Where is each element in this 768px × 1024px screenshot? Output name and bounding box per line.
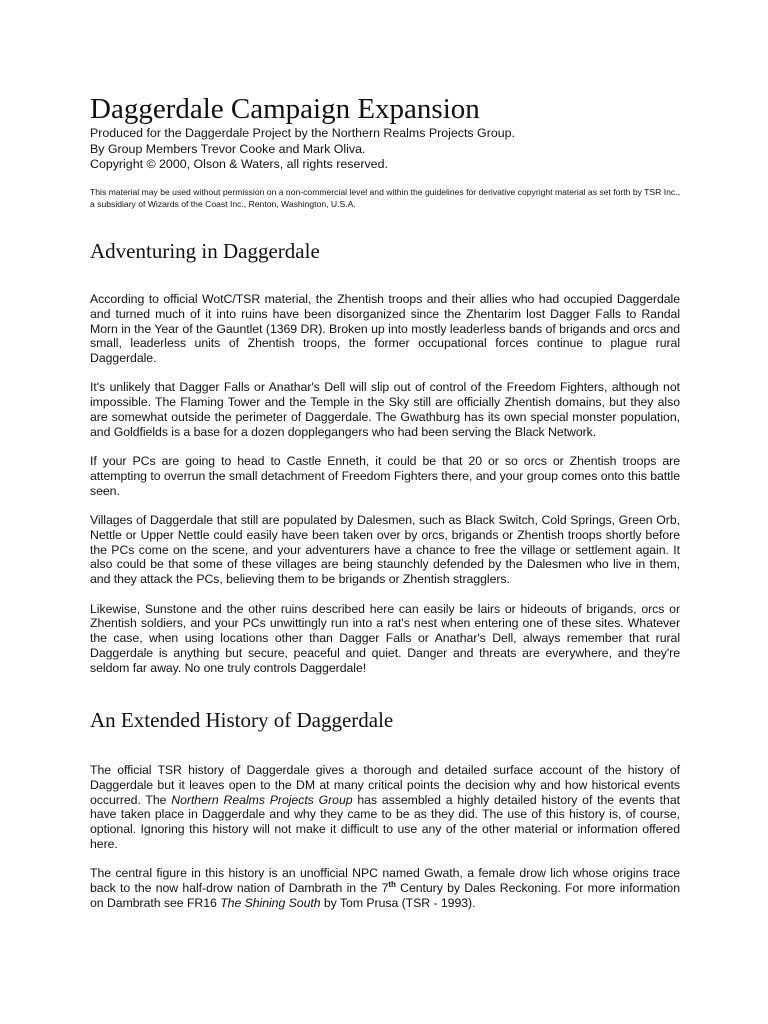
text-run: Century by Dales Reckoning. For more information on Dambrath see FR16	[90, 881, 680, 910]
paragraph: According to official WotC/TSR material, the Zhentish troops and their allies who had occupied Daggerdale and turned much of it into ruins have been disorganized since the Zhentarim lost Dagger Falls to Randal Morn in the Year of the Gauntlet (1369 DR). Broken up into mostly leaderless bands of brigands and orcs and small, leaderless units of Zhentish troops, the former occupational forces continue to plague rural Daggerdale.	[90, 292, 680, 366]
text-run: The official TSR history of Daggerdale gives a thorough and detailed surface account of the history of Daggerdale but it leaves open to the DM at many critical points the decision why and how historical events occurred. The	[90, 763, 680, 807]
paragraph: Likewise, Sunstone and the other ruins described here can easily be lairs or hideouts of brigands, orcs or Zhentish soldiers, and your PCs unwittingly run into a rat's nest when entering one of these sites. Whatever the case, when using locations other than Dagger Falls or Anathar's Dell, always remember that rural Daggerdale is anything but secure, peaceful and quiet. Danger and threats are everywhere, and they're seldom far away. No one truly controls Daggerdale!	[90, 601, 680, 675]
section-heading-adventuring: Adventuring in Daggerdale	[90, 239, 320, 263]
paragraph	[90, 763, 680, 852]
text-run: has assembled a highly detailed history of the events that have taken place in Daggerdale and why they came to be as they did. The use of this history is, of course, optional. Ignoring this history will not make it difficult to use any of the other material or information offered here.	[90, 792, 680, 851]
document-title: Daggerdale Campaign Expansion	[90, 93, 480, 125]
produced-line: Produced for the Daggerdale Project by the Northern Realms Projects Group.	[90, 126, 515, 140]
paragraph	[90, 866, 680, 910]
section-body-adventuring	[90, 292, 680, 690]
ordinal-suffix: th	[388, 879, 396, 889]
italic-group-name: Northern Realms Projects Group	[171, 792, 353, 807]
copyright-notice: This material may be used without permission on a non-commercial level and within the guidelines for derivative copyright material as set forth by TSR Inc., a subsidiary of Wizards of the Coast Inc., Renton, Washington, U.S.A.	[90, 187, 680, 209]
italic-book-title: The Shining South	[220, 895, 321, 910]
credits-block	[90, 126, 515, 173]
paragraph: If your PCs are going to head to Castle Enneth, it could be that 20 or so orcs or Zhentish troops are attempting to overrun the small detachment of Freedom Fighters there, and your group comes onto this battle seen.	[90, 454, 680, 498]
paragraph: It's unlikely that Dagger Falls or Anathar's Dell will slip out of control of the Freedom Fighters, although not impossible. The Flaming Tower and the Temple in the Sky still are officially Zhentish domains, but they also are somewhat outside the perimeter of Daggerdale. The Gwathburg has its own special monster population, and Goldfields is a base for a dozen dopplegangers who had been serving the Black Network.	[90, 380, 680, 439]
text-run: by Tom Prusa (TSR - 1993).	[320, 895, 476, 910]
section-heading-history: An Extended History of Daggerdale	[90, 708, 394, 732]
text-run: The central figure in this history is an unofficial NPC named Gwath, a female drow lich whose origins trace back to the now half-drow nation of Dambrath in the 7	[90, 866, 680, 896]
members-line: By Group Members Trevor Cooke and Mark Oliva.	[90, 141, 366, 156]
paragraph: Villages of Daggerdale that still are populated by Dalesmen, such as Black Switch, Cold Springs, Green Orb, Nettle or Upper Nettle could easily have been taken over by orcs, brigands or Zhentish troops shortly before the PCs come on the scene, and your adventurers have a chance to free the village or settlement again. It also could be that some of these villages are being staunchly defended by the Dalesmen who live in them, and they attack the PCs, believing them to be brigands or Zhentish stragglers.	[90, 513, 680, 587]
section-body-history	[90, 763, 680, 925]
copyright-line: Copyright © 2000, Olson & Waters, all rights reserved.	[90, 157, 388, 171]
